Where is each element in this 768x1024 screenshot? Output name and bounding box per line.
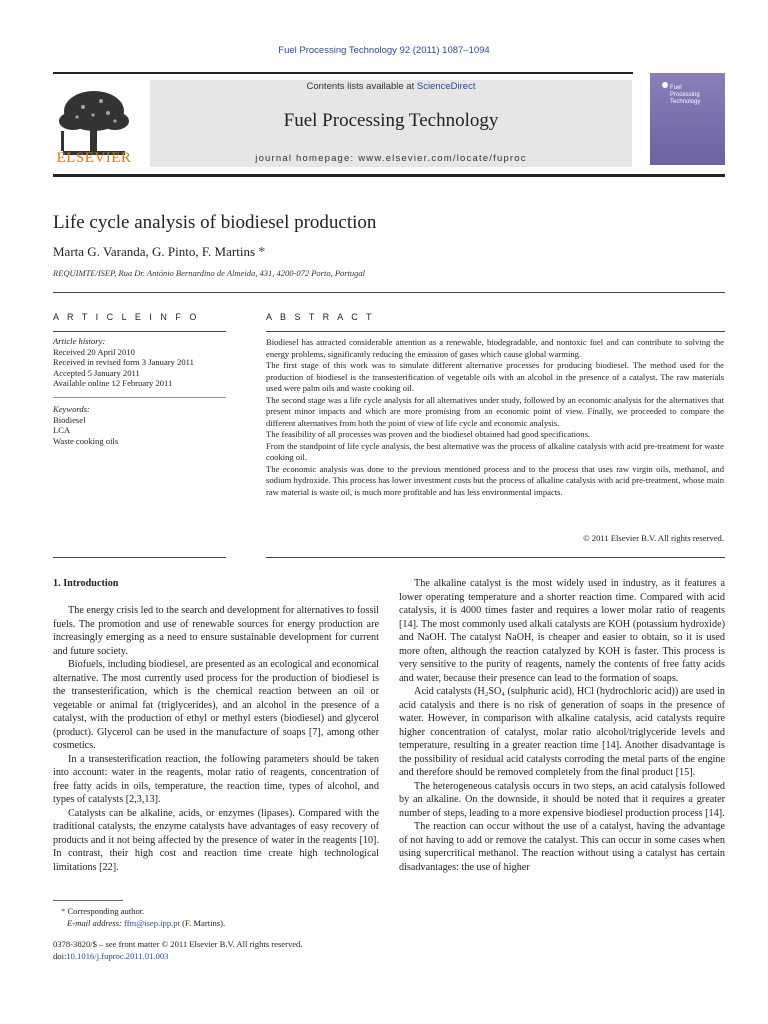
- footnote-mark: *: [61, 906, 66, 916]
- keywords-rule: [53, 397, 226, 398]
- history-item: Received 20 April 2010: [53, 346, 135, 357]
- abstract-body: [266, 337, 724, 498]
- history-item: Accepted 5 January 2011: [53, 367, 140, 378]
- article-info-rule: [53, 331, 226, 332]
- title-rule: [53, 292, 725, 293]
- doi-label: doi:: [53, 950, 67, 961]
- abstract-heading: A B S T R A C T: [266, 312, 375, 322]
- email-link[interactable]: ffm@isep.ipp.pt: [123, 917, 180, 928]
- cover-emblem-icon: [662, 82, 668, 88]
- footnote: [53, 906, 383, 929]
- cover-line: Fuel: [670, 85, 682, 91]
- body-paragraph: The heterogeneous catalysis occurs in two steps, an acid catalysis followed by an alkaline. On the downside, it should be noted that it requires a greater number of steps, leading to a more expensive biodiesel production process [14].: [399, 780, 725, 819]
- footnote-email: [53, 918, 383, 930]
- body-paragraph: The reaction can occur without the use of a catalyst, having the advantage of not having to add or remove the catalyst. This can occur in some cases when using supercritical methanol. The reaction without using a catalyst has certain disadvantages: the use of higher: [399, 821, 725, 873]
- keyword: Biodiesel: [53, 414, 86, 425]
- abstract-paragraph: From the standpoint of life cycle analysis, the best alternative was the process of alkaline catalysis with acid pre-treatment for waste cooking oil.: [266, 440, 724, 462]
- keyword: LCA: [53, 425, 71, 435]
- abstract-paragraph: Biodiesel has attracted considerable attention as a renewable, biodegradable, and nontoxic fuel and can contribute to solving the energy problems, significantly reducing the emission of gases which cause global warming.: [266, 337, 724, 359]
- article-info-bottom-rule: [53, 557, 226, 558]
- cover-line: Technology: [670, 99, 701, 105]
- body-paragraph: Acid catalysts (H₂SO₄ (sulphuric acid), HCl (hydrochloric acid)) are used in acid catalysis and there is no risk of generation of soaps in the presence of water. However, in comparison with alkaline catalysis, acid catalysts require higher concentration of catalyst, molar ratio alcohol/triglyceride levels and temperature, resulting in a greater reaction time [14]. Another disadvantage is the possibility of residual acid catalysts corroding the metal parts of the engine and therefore should be removed completely from the final product [15].: [399, 686, 725, 778]
- journal-homepage[interactable]: journal homepage: www.elsevier.com/locate/fuproc: [255, 153, 527, 164]
- abstract-copyright: © 2011 Elsevier B.V. All rights reserved.: [583, 533, 724, 543]
- body-paragraph: The alkaline catalyst is the most widely used in industry, as it features a lower operating temperature and a shorter reaction time. Compared with acid catalysis, it is 4000 times faster and requires a lower molar ratio of reagents [14]. The most commonly used alkali catalysts are KOH (potassium hydroxide) and NaOH. The catalyst NaOH, is cheaper and easier to obtain, so it is used more often, although the reaction catalyzed by KOH is faster. This process is very sensitive to the purity of reagents, namely the contents of free fatty acids and water, because their presence can lead to the formation of soaps.: [399, 578, 725, 684]
- abstract-bottom-rule: [266, 557, 725, 558]
- keyword: Waste cooking oils: [53, 435, 119, 446]
- sciencedirect-link[interactable]: ScienceDirect: [416, 81, 476, 92]
- body-paragraph: Catalysts can be alkaline, acids, or enzymes (lipases). Compared with the traditional catalysts, the enzyme catalysts have advantages of easy recovery of products and it not being affected by the presence of water in the reagents [10]. In contrast, their high cost and reaction time create high technological limitations [22].: [53, 807, 379, 873]
- email-owner: (F. Martins).: [182, 917, 226, 928]
- email-label: E-mail address:: [67, 917, 122, 928]
- journal-title: Fuel Processing Technology: [283, 110, 499, 131]
- abstract-paragraph: The feasibility of all processes was proven and the biodiesel obtained had good specifications.: [266, 429, 591, 439]
- keywords-label: Keywords:: [53, 404, 90, 414]
- article-history: [53, 336, 233, 389]
- affiliation: REQUIMTE/ISEP, Rua Dr. António Bernardino de Almeida, 431, 4200-072 Porto, Portugal: [53, 268, 366, 278]
- journal-reference[interactable]: Fuel Processing Technology 92 (2011) 1087–1094: [278, 45, 490, 56]
- footnote-corresponding-text: Corresponding author.: [67, 906, 145, 916]
- issn-line: 0378-3820/$ – see front matter © 2011 Elsevier B.V. All rights reserved.: [53, 939, 303, 949]
- abstract-rule: [266, 331, 725, 332]
- corresponding-author-mark[interactable]: *: [258, 245, 266, 260]
- page-footer: [53, 939, 303, 962]
- body-paragraph: The energy crisis led to the search and development for alternatives to fossil fuels. The promotion and use of renewable sources for energy production are increasingly emerging as a need to ensure sustainable development for current and future society.: [53, 605, 379, 657]
- header-bottom-rule: [53, 174, 725, 177]
- contents-prefix: Contents lists available at: [306, 81, 417, 92]
- body-paragraph: In a transesterification reaction, the following parameters should be taken into account: water in the reagents, molar ratio of reagents, concentration of free fatty acids in oils, temperature, the reaction time, types of alcohol, and types of catalysts [2,3,13].: [53, 753, 379, 805]
- article-title: Life cycle analysis of biodiesel production: [53, 212, 377, 233]
- header-top-rule: [53, 72, 633, 74]
- doi-link[interactable]: 10.1016/j.fuproc.2011.01.003: [66, 950, 169, 961]
- cover-line: Processing: [670, 92, 700, 98]
- body-paragraph: Biofuels, including biodiesel, are presented as an ecological and economical alternative. The most currently used process for the production of biodiesel is the transesterification, which is the chemical reaction between an oil or vegetable or animal fat (triglycerides), and an alcohol in the presence of a catalyst, with the production of ethyl or methyl esters (biodiesel) and glycerol (product). Glycerol can be used in the manufacture of soaps [7], among other cosmetics.: [53, 659, 379, 751]
- history-item: Available online 12 February 2011: [53, 378, 173, 388]
- abstract-paragraph: The first stage of this work was to simulate different alternative processes for producing biodiesel. The method used for the production of biodiesel is the transesterification of vegetable oils with an alcohol in the presence of a catalyst. The raw materials used were palm oils and waste cooking oil.: [266, 360, 724, 393]
- body-column-right: [399, 577, 725, 874]
- keywords: [53, 404, 233, 446]
- contents-line: [150, 81, 632, 92]
- abstract-paragraph: The economic analysis was done to the previous mentioned process and to the process that uses raw virgin oils, methanol, and sodium hydroxide. This process has lower investment costs but the process of alkaline catalysis with acid pre-treatment, whose main raw material is waste oil, is much more profitable and has less environmental impacts.: [266, 463, 724, 497]
- footnote-rule: [53, 900, 123, 901]
- section-heading-introduction: 1. Introduction: [53, 578, 119, 589]
- body-column-left: [53, 604, 379, 874]
- author-names: Marta G. Varanda, G. Pinto, F. Martins: [53, 244, 256, 259]
- history-label: Article history:: [53, 336, 106, 346]
- footnote-corresponding: [53, 906, 383, 918]
- article-authors: [53, 244, 265, 261]
- cover-title: [670, 85, 700, 106]
- doi-line: [53, 951, 303, 963]
- history-item: Received in revised form 3 January 2011: [53, 357, 194, 367]
- abstract-paragraph: The second stage was a life cycle analysis for all alternatives under study, followed by an economic analysis for the alternatives that present minor impacts and which are more promising from an economic point of view. Finally, we proceeded to compare the different alternatives from both the point of view of life cycle and economic analysis.: [266, 394, 724, 428]
- elsevier-wordmark: ELSEVIER: [56, 150, 132, 166]
- article-info-heading: A R T I C L E I N F O: [53, 312, 200, 322]
